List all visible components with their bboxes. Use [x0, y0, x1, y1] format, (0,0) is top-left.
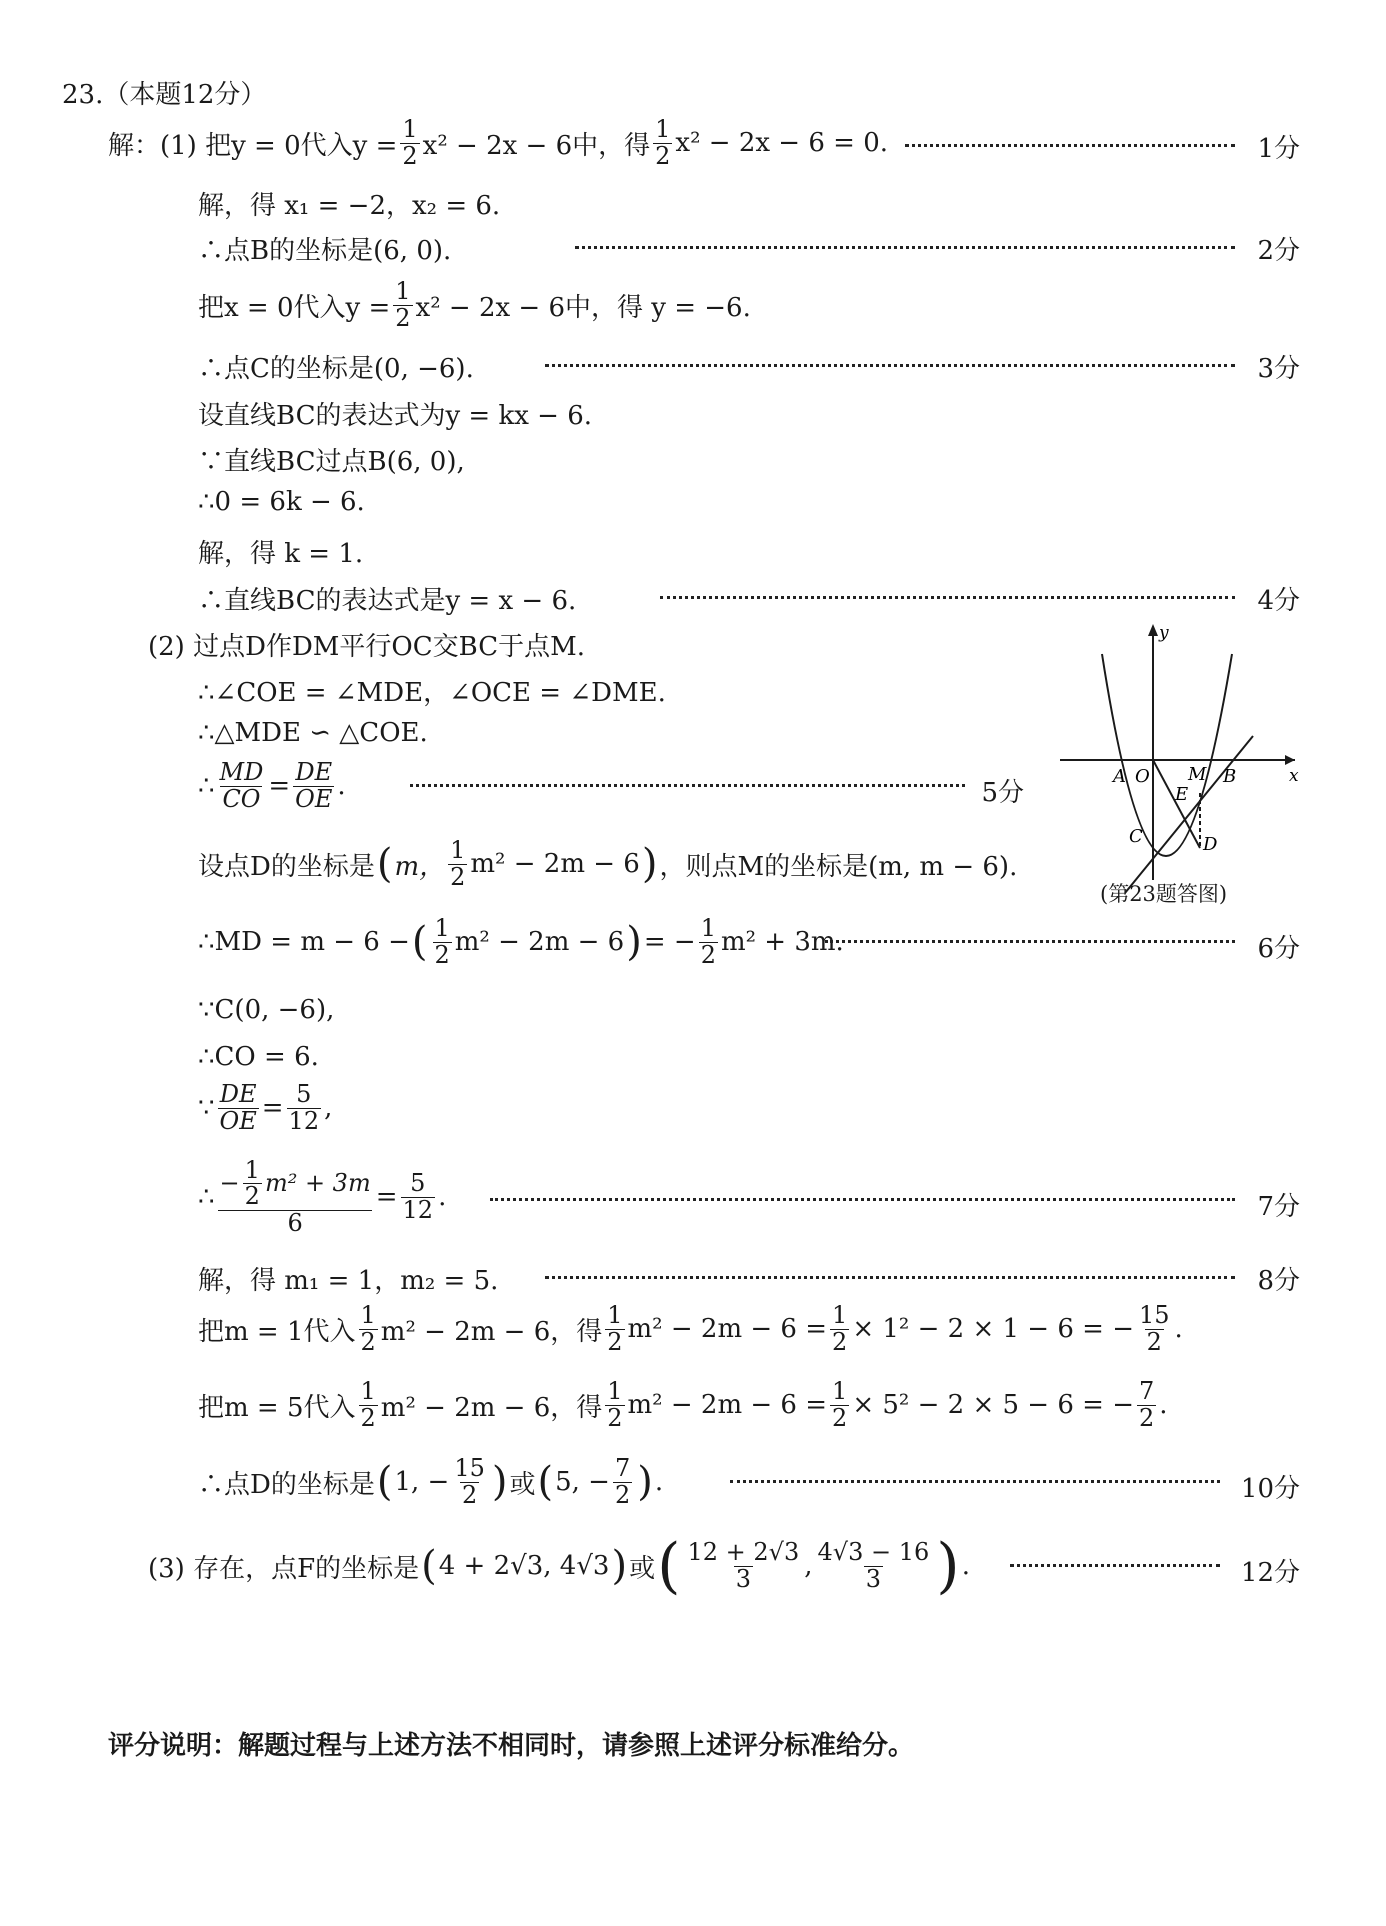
fraction-de-oe: $\frac{DE}{OE}$	[295, 758, 333, 813]
score-4: 4分	[1257, 586, 1300, 616]
parabola-curve	[1102, 654, 1232, 856]
p2-l2: ∴∠COE = ∠MDE，∠OCE = ∠DME.	[198, 678, 666, 708]
p2-l5-d: ，则点M的坐标是(m, m − 6).	[659, 851, 1018, 882]
fraction-md-co: $\frac{MD}{CO}$	[219, 758, 264, 813]
p2-l13-d: × 5² − 2 × 5 − 6 = −	[852, 1390, 1134, 1420]
score-10: 10分	[1240, 1474, 1300, 1504]
fraction-half: $\frac{1}{2}$	[655, 115, 671, 170]
p2-l5-a: 设点D的坐标是	[198, 851, 375, 882]
p1-l7: ∵直线BC过点B(6, 0),	[198, 447, 465, 477]
p2-l11: 解，得 m₁ = 1，m₂ = 5.	[198, 1266, 499, 1296]
p2-l13-b: m² − 2m − 6，得	[380, 1392, 603, 1423]
y-axis-arrow	[1148, 624, 1158, 636]
score-8: 8分	[1257, 1266, 1300, 1296]
fraction-half: $\frac{1}{2}$	[395, 277, 411, 332]
label-o: O	[1135, 766, 1150, 787]
fraction-7-2: $\frac{7}{2}$	[614, 1454, 631, 1509]
score-2: 2分	[1257, 236, 1300, 266]
score-5: 5分	[981, 778, 1024, 808]
label-m: M	[1188, 764, 1207, 785]
label-a: A	[1113, 766, 1126, 787]
x-axis-arrow	[1285, 755, 1295, 765]
score-7: 7分	[1257, 1192, 1300, 1222]
p2-line-10: ∴ − $\frac{1}{2}$ m² + 3m 6 = $\frac{5}{12}$ . 7分	[198, 1156, 1300, 1237]
p2-l12-d: × 1² − 2 × 1 − 6 = −	[852, 1314, 1134, 1344]
scoring-note: 评分说明：解题过程与上述方法不相同时，请参照上述评分标准给分。	[108, 1731, 915, 1761]
p2-l14-b: 1, −	[394, 1467, 450, 1497]
label-c: C	[1129, 826, 1143, 847]
p3-l1-a: (3) 存在，点F的坐标是	[148, 1553, 420, 1584]
p2-l3: ∴△MDE ∽ △COE.	[198, 718, 428, 748]
parabola-figure	[1055, 618, 1305, 908]
p2-line-4: ∴ $\frac{MD}{CO}$ = $\frac{DE}{OE}$ . 5分	[198, 758, 1024, 813]
score-3: 3分	[1257, 354, 1300, 384]
fraction-f-x: $\frac{12 + 2√3}{3}$	[687, 1538, 800, 1593]
label-b: B	[1223, 766, 1237, 787]
p1-l1-end: x² − 2x − 6 = 0.	[675, 128, 889, 158]
fraction-7-2: $\frac{7}{2}$	[1139, 1377, 1155, 1432]
label-y: y	[1159, 623, 1169, 643]
fraction-md-over-6: − $\frac{1}{2}$ m² + 3m 6	[219, 1156, 371, 1237]
p2-line-12: 把m = 1代入 $\frac{1}{2}$ m² − 2m − 6，得 $\frac{1}{2}$ m² − 2m − 6 = $\frac{1}{2}$ × 1² − 2 × 1 − 6 = − $\frac{15}{2}$ .	[198, 1301, 1183, 1356]
p1-l5: ∴点C的坐标是(0, −6).	[198, 354, 474, 384]
label-x: x	[1289, 766, 1299, 786]
p2-l13-c: m² − 2m − 6 =	[627, 1390, 828, 1420]
p1-l4-prefix: 把x = 0代入y =	[198, 292, 391, 323]
p1-l4-end: x² − 2x − 6中，得 y = −6.	[415, 292, 751, 323]
score-1: 1分	[1257, 134, 1300, 164]
p2-l13-a: 把m = 5代入	[198, 1392, 356, 1423]
p2-l12-a: 把m = 1代入	[198, 1316, 356, 1347]
p2-l12-b: m² − 2m − 6，得	[380, 1316, 603, 1347]
p2-line-13: 把m = 5代入 $\frac{1}{2}$ m² − 2m − 6，得 $\frac{1}{2}$ m² − 2m − 6 = $\frac{1}{2}$ × 5² − 2 × 5 − 6 = − $\frac{7}{2}$ .	[198, 1377, 1168, 1432]
p1-l6: 设直线BC的表达式为y = kx − 6.	[198, 401, 593, 431]
p1-line-1	[0, 115, 1386, 170]
fraction-half: $\frac{1}{2}$	[450, 836, 466, 891]
fraction-half: $\frac{1}{2}$	[832, 1301, 848, 1356]
p2-line-9: ∵ $\frac{DE}{OE}$ = $\frac{5}{12}$ ,	[198, 1080, 333, 1135]
leader-dots	[660, 594, 1235, 599]
leader-dots	[905, 142, 1235, 147]
p2-l14-d: 5, −	[555, 1467, 610, 1497]
p2-l5-c: m² − 2m − 6	[470, 849, 640, 879]
fraction-half: $\frac{1}{2}$	[607, 1301, 623, 1356]
score-12: 12分	[1240, 1558, 1300, 1588]
p2-line-6: ∴MD = m − 6 − ( $\frac{1}{2}$ m² − 2m − 6 ) = − $\frac{1}{2}$ m² + 3m. 6分	[198, 914, 1300, 969]
fraction-half: $\frac{1}{2}$	[700, 914, 716, 969]
fraction-15-2: $\frac{15}{2}$	[1139, 1301, 1170, 1356]
p2-l6-b: m² − 2m − 6	[454, 927, 625, 957]
score-6: 6分	[1257, 934, 1300, 964]
fraction-half: $\frac{1}{2}$	[360, 1377, 376, 1432]
fraction-half: $\frac{1}{2}$	[402, 115, 418, 170]
fraction-f-y: $\frac{4√3 - 16}{3}$	[817, 1538, 930, 1593]
p3-l1-c: 或	[629, 1553, 656, 1584]
p1-l8: ∴0 = 6k − 6.	[198, 487, 365, 517]
p2-l6-c: = −	[643, 927, 696, 957]
question-header: 23.（本题12分）	[62, 80, 267, 110]
leader-dots	[1010, 1562, 1220, 1567]
p1-l9: 解，得 k = 1.	[198, 539, 364, 569]
leader-dots	[490, 1196, 1235, 1201]
p3-line-1: (3) 存在，点F的坐标是 ( 4 + 2√3, 4√3 ) 或 ( $\frac{12 + 2√3}{3}$ , $\frac{4√3 - 16}{3}$ ) . 12分	[148, 1531, 1300, 1601]
p2-l6-a: ∴MD = m − 6 −	[198, 927, 410, 957]
p2-l14-a: ∴点D的坐标是	[198, 1469, 375, 1500]
label-e: E	[1175, 784, 1189, 805]
p2-l12-c: m² − 2m − 6 =	[627, 1314, 828, 1344]
fraction-de-oe: $\frac{DE}{OE}$	[219, 1080, 257, 1135]
p2-l1: (2) 过点D作DM平行OC交BC于点M.	[148, 632, 585, 662]
p1-l2: 解，得 x₁ = −2，x₂ = 6.	[198, 191, 501, 221]
p1-l1-prefix: 解：(1) 把y = 0代入y =	[108, 130, 398, 161]
fraction-half: $\frac{1}{2}$	[832, 1377, 848, 1432]
p2-line-5: 设点D的坐标是 ( m， $\frac{1}{2}$ m² − 2m − 6 ) ，则点M的坐标是(m, m − 6).	[198, 836, 1018, 891]
fraction-5-12: $\frac{5}{12}$	[288, 1080, 320, 1135]
p1-l1-mid: x² − 2x − 6中，得	[422, 130, 651, 161]
fraction-half: $\frac{1}{2}$	[434, 914, 450, 969]
leader-dots	[825, 938, 1235, 943]
leader-dots	[545, 1274, 1235, 1279]
leader-dots	[545, 362, 1235, 367]
fraction-5-12: $\frac{5}{12}$	[402, 1169, 434, 1224]
p2-line-14: ∴点D的坐标是 ( 1, − $\frac{15}{2}$ ) 或 ( 5, − $\frac{7}{2}$ ) . 10分	[198, 1454, 1300, 1509]
fraction-half: $\frac{1}{2}$	[607, 1377, 623, 1432]
fraction-half: $\frac{1}{2}$	[360, 1301, 376, 1356]
p3-l1-b: 4 + 2√3, 4√3	[438, 1551, 610, 1581]
label-d: D	[1203, 834, 1218, 855]
p2-l5-b: m，	[394, 851, 446, 882]
p2-l14-c: 或	[509, 1469, 536, 1500]
leader-dots	[730, 1478, 1220, 1483]
p2-l8: ∴CO = 6.	[198, 1042, 319, 1072]
p1-l10: ∴直线BC的表达式是y = x − 6.	[198, 586, 577, 616]
p2-l7: ∵C(0, −6),	[198, 995, 335, 1025]
p1-line-4	[0, 277, 1386, 332]
figure-caption: (第23题答图)	[1100, 882, 1228, 906]
leader-dots	[410, 782, 965, 787]
p1-l3: ∴点B的坐标是(6, 0).	[198, 236, 452, 266]
p2-l6-d: m² + 3m.	[720, 927, 844, 957]
leader-dots	[575, 244, 1235, 249]
fraction-15-2: $\frac{15}{2}$	[454, 1454, 485, 1509]
